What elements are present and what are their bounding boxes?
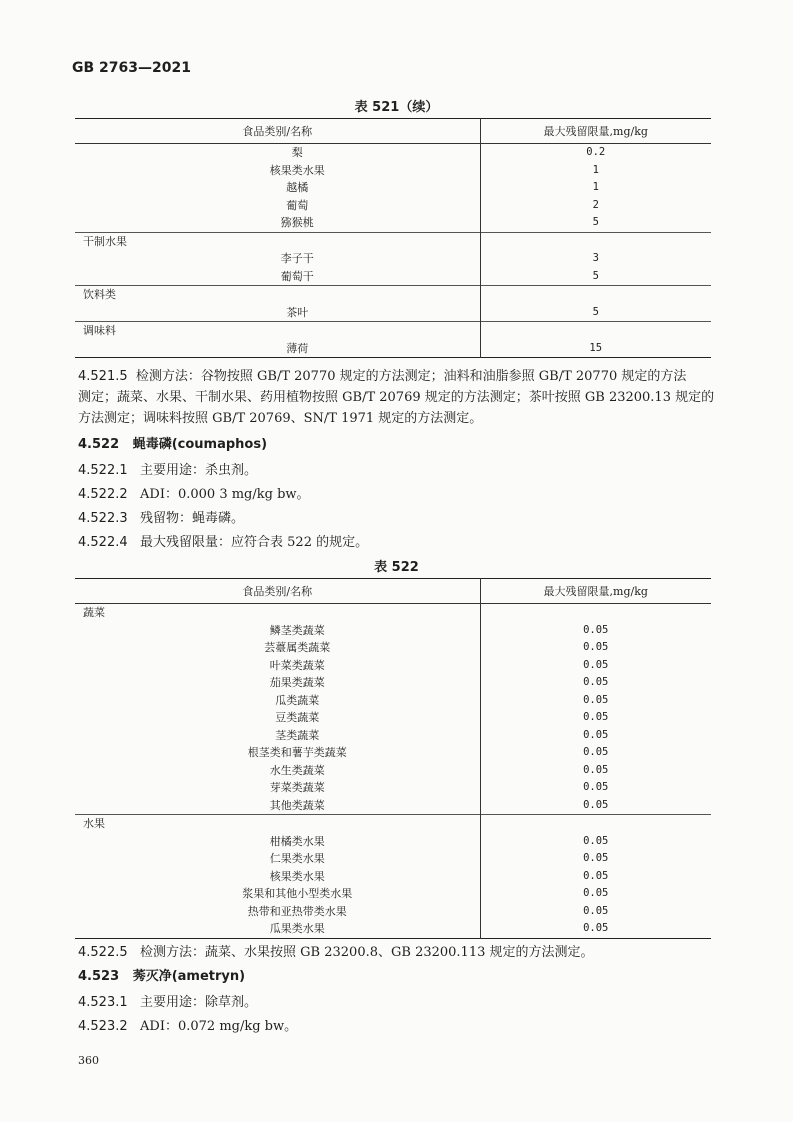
table-row	[75, 162, 711, 180]
food-name-cell: 其他类蔬菜	[269, 798, 325, 812]
section-title: 莠灭净(ametryn)	[132, 969, 246, 984]
table-row	[75, 674, 711, 692]
table-row	[75, 850, 711, 868]
table-522-caption: 表 522	[374, 560, 419, 575]
para-text: 残留物：蝇毒磷。	[140, 511, 245, 526]
limit-value-cell: 0.05	[480, 903, 711, 921]
table-522-header-limit: 最大残留限量,mg/kg	[480, 579, 711, 604]
table-row	[75, 797, 711, 815]
para-number: 4.523.2	[78, 1019, 128, 1034]
food-name-cell: 核果类水果	[269, 163, 325, 177]
table-row	[75, 868, 711, 886]
limit-value-cell: 5	[480, 268, 711, 286]
food-name-cell: 瓜类蔬菜	[275, 693, 320, 707]
limit-value-cell: 0.05	[480, 657, 711, 675]
table-group-value-cell	[480, 232, 711, 250]
food-name-cell: 核果类水果	[269, 869, 325, 883]
para-line: 检测方法：谷物按照 GB/T 20770 规定的方法测定；油料和油脂参照 GB/T 20770 规定的方法	[135, 369, 687, 384]
table-row	[75, 779, 711, 797]
table-row	[75, 709, 711, 727]
limit-value-cell: 5	[480, 304, 711, 322]
food-name-cell: 鳞茎类蔬菜	[269, 623, 325, 637]
table-row	[75, 179, 711, 197]
para-4523-2	[78, 1016, 718, 1037]
table-row	[75, 144, 711, 162]
table-row	[75, 304, 711, 322]
table-row	[75, 920, 711, 938]
food-name-cell: 越橘	[286, 181, 309, 194]
limit-value-cell: 0.05	[480, 622, 711, 640]
table-row	[75, 727, 711, 745]
limit-value-cell: 15	[480, 340, 711, 358]
para-text: ADI：0.072 mg/kg bw。	[140, 1019, 298, 1034]
table-group-label: 水果	[75, 815, 480, 833]
food-name-cell: 豆类蔬菜	[275, 711, 320, 724]
limit-value-cell: 0.05	[480, 639, 711, 657]
table-row	[75, 214, 711, 232]
para-text: ADI：0.000 3 mg/kg bw。	[140, 487, 310, 502]
para-4522-3	[78, 508, 718, 529]
food-name-cell: 仁果类水果	[269, 852, 325, 865]
table-group-row	[75, 232, 711, 250]
table-row	[75, 340, 711, 358]
table-group-row	[75, 815, 711, 833]
table-row	[75, 762, 711, 780]
food-name-cell: 芽菜类蔬菜	[269, 781, 325, 794]
food-name-cell: 李子干	[280, 252, 314, 265]
food-name-cell: 茶叶	[286, 305, 309, 319]
limit-value-cell: 0.05	[480, 850, 711, 868]
table-row	[75, 692, 711, 710]
para-text: 检测方法：蔬菜、水果按照 GB 23200.8、GB 23200.113 规定的方法测定。	[140, 945, 594, 960]
limit-value-cell: 0.05	[480, 833, 711, 851]
food-name-cell: 葡萄	[286, 198, 309, 212]
table-group-row	[75, 604, 711, 622]
standard-code: GB 2763—2021	[72, 60, 191, 76]
para-number: 4.522.3	[78, 511, 128, 526]
para-4522-4	[78, 532, 718, 553]
food-name-cell: 根茎类和薯芋类蔬菜	[247, 746, 347, 759]
table-row	[75, 197, 711, 215]
table-row	[75, 833, 711, 851]
table-group-row	[75, 322, 711, 340]
limit-value-cell: 0.05	[480, 692, 711, 710]
table-group-label: 干制水果	[75, 232, 480, 250]
para-4522-1	[78, 460, 718, 481]
para-number: 4.522.4	[78, 535, 128, 550]
table-group-value-cell	[480, 286, 711, 304]
table-521-header-category: 食品类别/名称	[75, 119, 480, 144]
food-name-cell: 浆果和其他小型类水果	[242, 887, 353, 900]
food-name-cell: 薄荷	[286, 341, 309, 355]
food-name-cell: 猕猴桃	[280, 216, 314, 229]
limit-value-cell: 0.05	[480, 762, 711, 780]
limit-value-cell: 0.05	[480, 779, 711, 797]
food-name-cell: 热带和亚热带类水果	[247, 904, 347, 918]
limit-value-cell: 0.05	[480, 674, 711, 692]
para-number: 4.522.5	[78, 945, 128, 960]
table-row	[75, 250, 711, 268]
para-number: 4.523.1	[78, 995, 128, 1010]
table-522-header-category: 食品类别/名称	[75, 579, 480, 604]
para-number: 4.522.2	[78, 487, 128, 502]
limit-value-cell: 0.05	[480, 797, 711, 815]
table-group-value-cell	[480, 815, 711, 833]
food-name-cell: 芸薹属类蔬菜	[264, 641, 331, 654]
food-name-cell: 梨	[291, 146, 303, 159]
limit-value-cell: 0.05	[480, 744, 711, 762]
para-4522-2	[78, 484, 718, 505]
table-group-row	[75, 286, 711, 304]
para-line: 测定；蔬菜、水果、干制水果、药用植物按照 GB/T 20769 规定的方法测定；茶叶按照 GB 23200.13 规定的	[78, 390, 715, 405]
table-group-value-cell	[480, 322, 711, 340]
table-521-caption: 表 521（续）	[354, 100, 439, 115]
section-4522-heading	[78, 434, 718, 455]
para-text: 主要用途：除草剂。	[140, 995, 258, 1010]
limit-value-cell: 2	[480, 197, 711, 215]
limit-value-cell: 0.05	[480, 868, 711, 886]
limit-value-cell: 1	[480, 162, 711, 180]
table-row	[75, 622, 711, 640]
food-name-cell: 茄果类蔬菜	[269, 676, 325, 689]
limit-value-cell: 0.05	[480, 709, 711, 727]
food-name-cell: 柑橘类水果	[269, 834, 325, 848]
limit-value-cell: 5	[480, 214, 711, 232]
table-row	[75, 268, 711, 286]
food-name-cell: 茎类蔬菜	[275, 728, 320, 742]
food-name-cell: 水生类蔬菜	[269, 763, 325, 777]
limit-value-cell: 1	[480, 179, 711, 197]
table-row	[75, 885, 711, 903]
section-title: 蝇毒磷(coumaphos)	[132, 437, 268, 452]
page-number: 360	[78, 1054, 99, 1067]
para-number: 4.522.1	[78, 463, 128, 478]
limit-value-cell: 0.05	[480, 885, 711, 903]
limit-value-cell: 0.2	[480, 144, 711, 162]
table-group-label: 饮料类	[75, 286, 480, 304]
para-4522-5	[78, 942, 718, 963]
table-row	[75, 657, 711, 675]
para-text: 主要用途：杀虫剂。	[140, 463, 258, 478]
table-522	[75, 578, 711, 939]
food-name-cell: 瓜果类水果	[269, 922, 325, 935]
table-group-value-cell	[480, 604, 711, 622]
para-4523-1	[78, 992, 718, 1013]
section-4523-heading	[78, 966, 718, 987]
table-row	[75, 903, 711, 921]
table-521	[75, 118, 711, 358]
table-group-label: 蔬菜	[83, 606, 105, 619]
table-row	[75, 744, 711, 762]
para-4521-5	[78, 366, 718, 429]
para-number: 4.521.5	[78, 369, 128, 384]
section-number: 4.523	[78, 969, 120, 984]
para-text: 最大残留限量：应符合表 522 的规定。	[140, 535, 369, 550]
table-521-header-limit: 最大残留限量,mg/kg	[480, 119, 711, 144]
table-group-label: 调味料	[75, 322, 480, 340]
food-name-cell: 葡萄干	[280, 269, 314, 283]
limit-value-cell: 0.05	[480, 920, 711, 938]
para-line: 方法测定；调味料按照 GB/T 20769、SN/T 1971 规定的方法测定。	[78, 411, 483, 426]
section-number: 4.522	[78, 437, 120, 452]
table-row	[75, 639, 711, 657]
limit-value-cell: 3	[480, 250, 711, 268]
limit-value-cell: 0.05	[480, 727, 711, 745]
food-name-cell: 叶菜类蔬菜	[269, 658, 325, 672]
